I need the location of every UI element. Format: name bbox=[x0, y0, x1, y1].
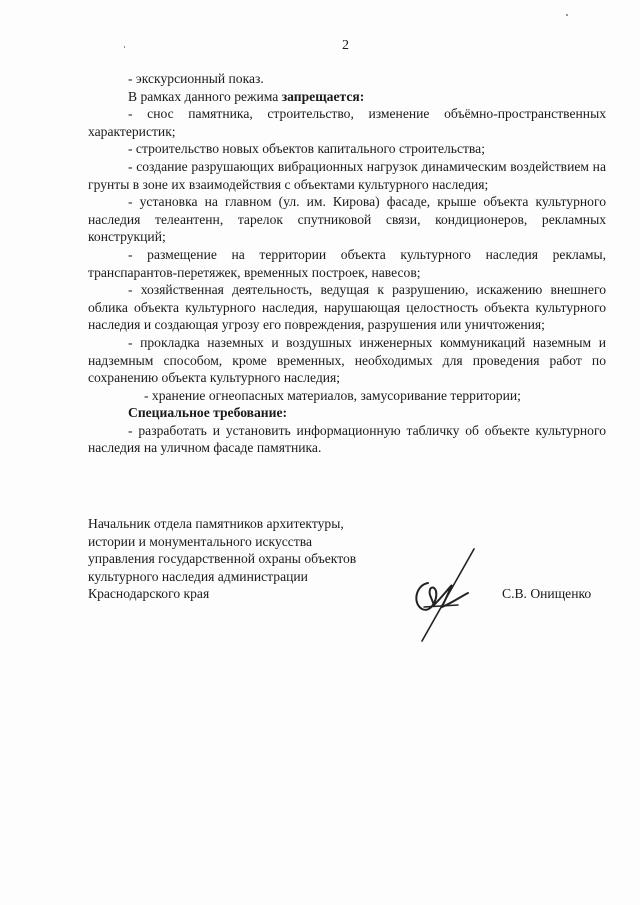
scan-speck bbox=[566, 14, 568, 16]
paragraph-storage: - хранение огнеопасных материалов, замусоривание территории; bbox=[144, 387, 521, 403]
signatory-title-line: Краснодарского края bbox=[88, 586, 210, 602]
special-requirement-heading: Специальное требование: bbox=[128, 405, 288, 421]
signatory-title-line: истории и монументального искусства bbox=[88, 533, 313, 549]
signatory-title-line: управления государственной охраны объектов bbox=[88, 551, 357, 567]
paragraph-prohibited-intro bbox=[88, 88, 606, 106]
signer-name: С.В. Онищенко bbox=[502, 586, 592, 601]
paragraph-demolition: - снос памятника, строительство, изменение объёмно-пространственных характеристик; bbox=[88, 106, 606, 139]
paragraph-info-plate: - разработать и установить информационную табличку об объекте культурного наследия на уличном фасаде памятника. bbox=[88, 422, 606, 456]
signatory-title-line: культурного наследия администрации bbox=[88, 568, 308, 584]
handwritten-signature bbox=[398, 545, 480, 645]
paragraph-facade-installation: - установка на главном (ул. им. Кирова) фасаде, крыше объекта культурного наследия телеантенн, тарелок спутниковой связи, кондиционеров, рекламных конструкций; bbox=[88, 194, 606, 245]
paragraph-economic-activity: - хозяйственная деятельность, ведущая к разрушению, искажению внешнего облика объекта культурного наследия, нарушающая целостность объекта культурного наследия и создающая угрозу его повреждения, разрушения или уничтожения; bbox=[88, 282, 606, 333]
paragraph-utilities: - прокладка наземных и воздушных инженерных коммуникаций наземным и надземным способом, кроме временных, необходимых для проведения работ по сохранению объекта культурного наследия; bbox=[88, 334, 606, 386]
paragraph-advertising: - размещение на территории объекта культурного наследия рекламы, транспарантов-перетяжек, временных построек, навесов; bbox=[88, 246, 606, 280]
page-number: 2 bbox=[342, 38, 349, 53]
signatory-title bbox=[88, 515, 398, 603]
paragraph-excursion: - экскурсионный показ. bbox=[128, 71, 264, 86]
document-body bbox=[88, 70, 606, 457]
prohibited-keyword: запрещается: bbox=[281, 88, 365, 104]
paragraph-vibration: - создание разрушающих вибрационных нагрузок динамическим воздействием на грунты в зоне их взаимодействия с объектами культурного наследия; bbox=[88, 158, 606, 192]
signatory-title-line: Начальник отдела памятников архитектуры, bbox=[88, 516, 344, 531]
prohibited-intro-text: В рамках данного режима bbox=[128, 88, 282, 104]
scan-speck bbox=[124, 46, 125, 48]
paragraph-new-construction: - строительство новых объектов капитального строительства; bbox=[128, 141, 485, 157]
